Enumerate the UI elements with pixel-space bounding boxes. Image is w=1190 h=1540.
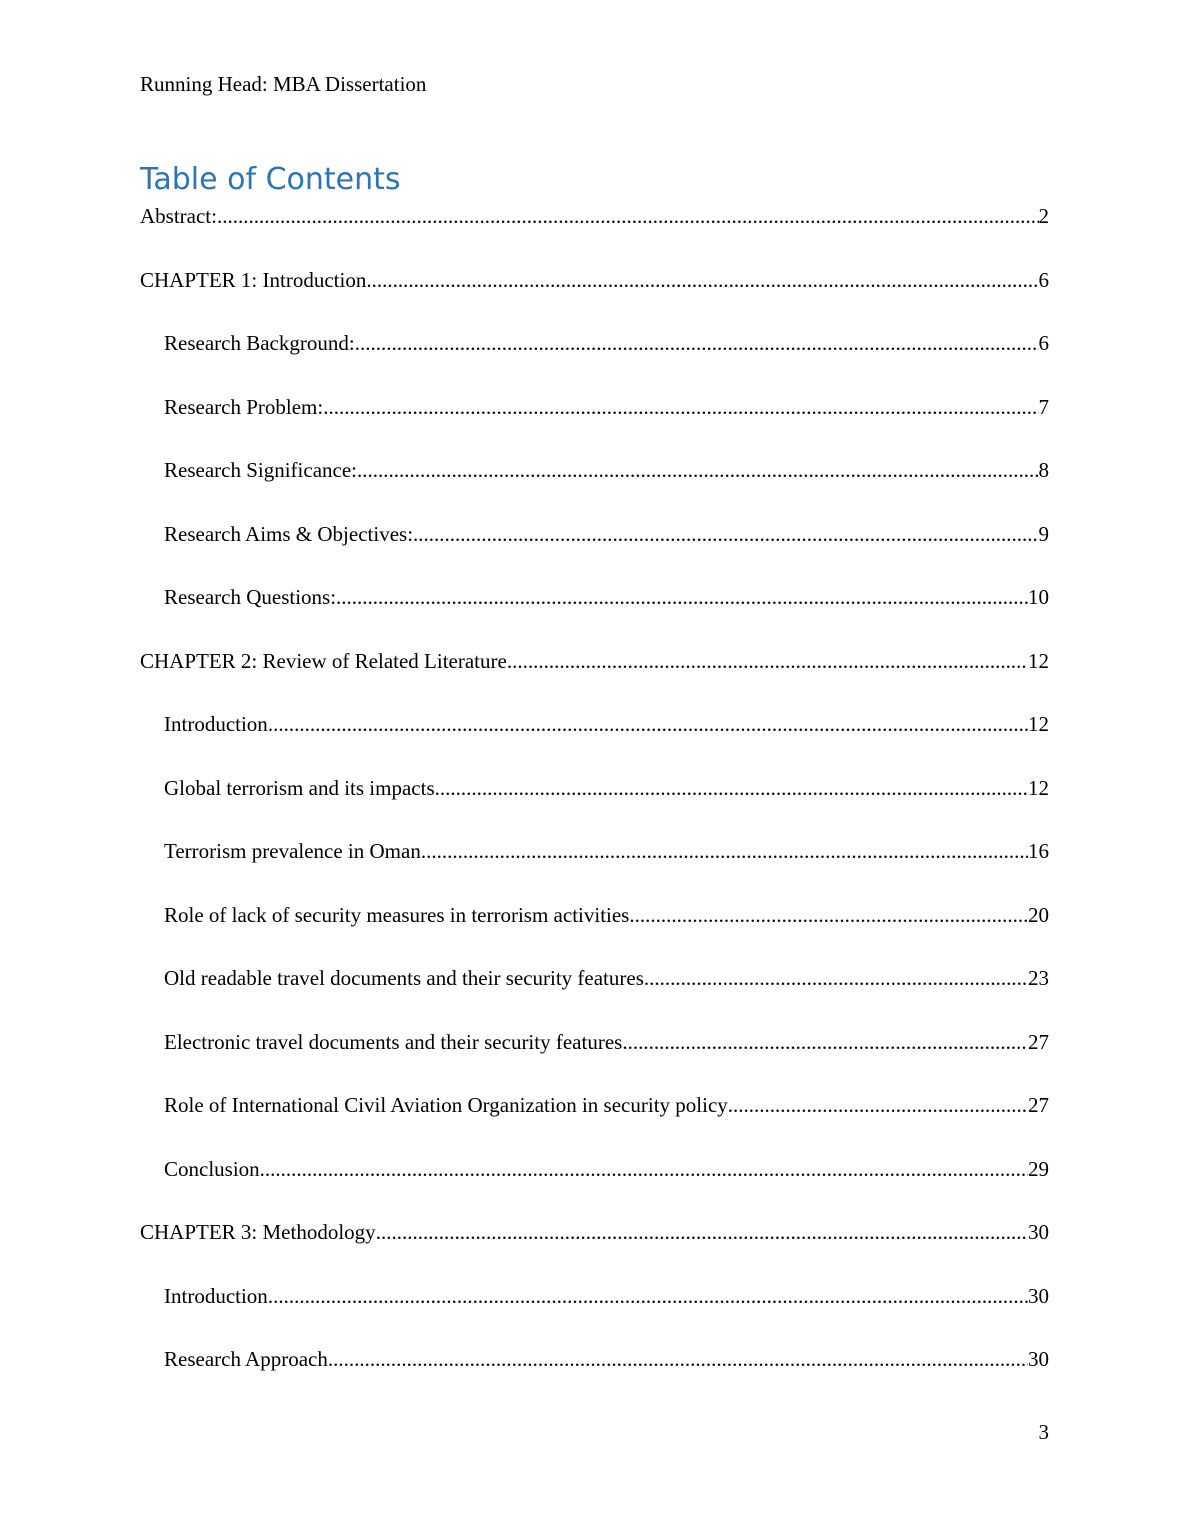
toc-entry-page: 27: [1028, 1093, 1049, 1117]
toc-entry-page: 6: [1038, 267, 1049, 292]
toc-entry-page: 30: [1028, 1283, 1049, 1308]
toc-dot-leader: [644, 964, 1028, 992]
toc-entry-global-terrorism[interactable]: [140, 774, 1049, 838]
toc-entry-page: 27: [1028, 1029, 1049, 1054]
toc-entry-page: 7: [1038, 394, 1049, 419]
toc-entry-chapter-1[interactable]: [140, 266, 1049, 330]
toc-entry-label: Electronic travel documents and their security features: [164, 1029, 623, 1054]
page-number: 3: [1038, 1420, 1049, 1444]
toc-entry-page: 6: [1038, 331, 1049, 355]
toc-dot-leader: [323, 393, 1038, 421]
toc-entry-conclusion[interactable]: [140, 1155, 1049, 1219]
toc-entry-page: 30: [1028, 1220, 1049, 1244]
toc-entry-label: CHAPTER 3: Methodology: [140, 1220, 376, 1244]
toc-dot-leader: [268, 1282, 1028, 1310]
toc-entry-lack-of-security[interactable]: [140, 901, 1049, 965]
toc-entry-chapter-2[interactable]: [140, 647, 1049, 711]
toc-entry-research-problem[interactable]: [140, 393, 1049, 457]
toc-dot-leader: [376, 1218, 1028, 1246]
toc-entry-page: 10: [1028, 585, 1049, 609]
toc-entry-page: 12: [1028, 648, 1049, 673]
toc-entry-icao-role[interactable]: [140, 1091, 1049, 1155]
toc-entry-research-significance[interactable]: [140, 456, 1049, 520]
toc-entry-label: Introduction: [164, 1283, 268, 1308]
toc-dot-leader: [217, 202, 1039, 230]
toc-entry-methodology-introduction[interactable]: [140, 1282, 1049, 1346]
toc-dot-leader: [268, 710, 1028, 738]
toc-entry-label: Research Significance:: [164, 458, 357, 482]
toc-entry-research-aims-objectives[interactable]: [140, 520, 1049, 584]
toc-entry-research-approach[interactable]: [140, 1345, 1049, 1409]
toc-entry-label: Conclusion: [164, 1156, 260, 1181]
toc-entry-page: 2: [1038, 204, 1049, 228]
toc-entry-label: Research Aims & Objectives:: [164, 521, 414, 546]
toc-entry-page: 8: [1038, 458, 1049, 482]
toc-dot-leader: [328, 1345, 1028, 1373]
toc-dot-leader: [260, 1155, 1028, 1183]
toc-dot-leader: [622, 1028, 1028, 1056]
toc-entry-page: 9: [1038, 521, 1049, 546]
toc-entry-label: Terrorism prevalence in Oman: [164, 839, 421, 863]
toc-entry-label: Research Problem:: [164, 394, 324, 419]
toc-entry-research-questions[interactable]: [140, 583, 1049, 647]
table-of-contents: [140, 202, 1049, 1409]
toc-entry-chapter-3[interactable]: [140, 1218, 1049, 1282]
toc-title: Table of Contents: [140, 162, 401, 197]
toc-entry-page: 30: [1028, 1347, 1049, 1371]
toc-dot-leader: [421, 837, 1028, 865]
toc-entry-label: Research Approach: [164, 1347, 328, 1371]
running-head: Running Head: MBA Dissertation: [140, 72, 427, 96]
toc-entry-label: Abstract:: [140, 204, 217, 228]
toc-entry-page: 23: [1028, 966, 1049, 990]
toc-entry-research-background[interactable]: [140, 329, 1049, 393]
toc-entry-label: Role of lack of security measures in terrorism activities: [164, 902, 630, 927]
toc-entry-label: Old readable travel documents and their security features: [164, 966, 644, 990]
toc-entry-label: Research Questions:: [164, 585, 337, 609]
toc-entry-label: Introduction: [164, 712, 268, 736]
toc-entry-terrorism-oman[interactable]: [140, 837, 1049, 901]
toc-dot-leader: [629, 901, 1028, 929]
toc-dot-leader: [355, 329, 1039, 357]
toc-entry-introduction[interactable]: [140, 710, 1049, 774]
toc-entry-label: Global terrorism and its impacts: [164, 775, 435, 800]
toc-entry-label: CHAPTER 2: Review of Related Literature: [140, 648, 507, 673]
toc-entry-page: 20: [1028, 902, 1049, 927]
toc-entry-abstract[interactable]: [140, 202, 1049, 266]
toc-entry-label: Research Background:: [164, 331, 355, 355]
toc-entry-label: CHAPTER 1: Introduction: [140, 267, 367, 292]
toc-entry-electronic-travel-documents[interactable]: [140, 1028, 1049, 1092]
toc-entry-page: 12: [1028, 775, 1049, 800]
toc-dot-leader: [507, 647, 1028, 675]
toc-dot-leader: [728, 1091, 1028, 1119]
toc-dot-leader: [366, 266, 1038, 294]
toc-entry-page: 29: [1028, 1156, 1049, 1181]
toc-dot-leader: [435, 774, 1028, 802]
toc-dot-leader: [413, 520, 1038, 548]
toc-entry-old-travel-documents[interactable]: [140, 964, 1049, 1028]
toc-entry-page: 12: [1028, 712, 1049, 736]
toc-entry-page: 16: [1028, 839, 1049, 863]
toc-dot-leader: [357, 456, 1039, 484]
toc-entry-label: Role of International Civil Aviation Organization in security policy: [164, 1093, 728, 1117]
toc-dot-leader: [336, 583, 1028, 611]
